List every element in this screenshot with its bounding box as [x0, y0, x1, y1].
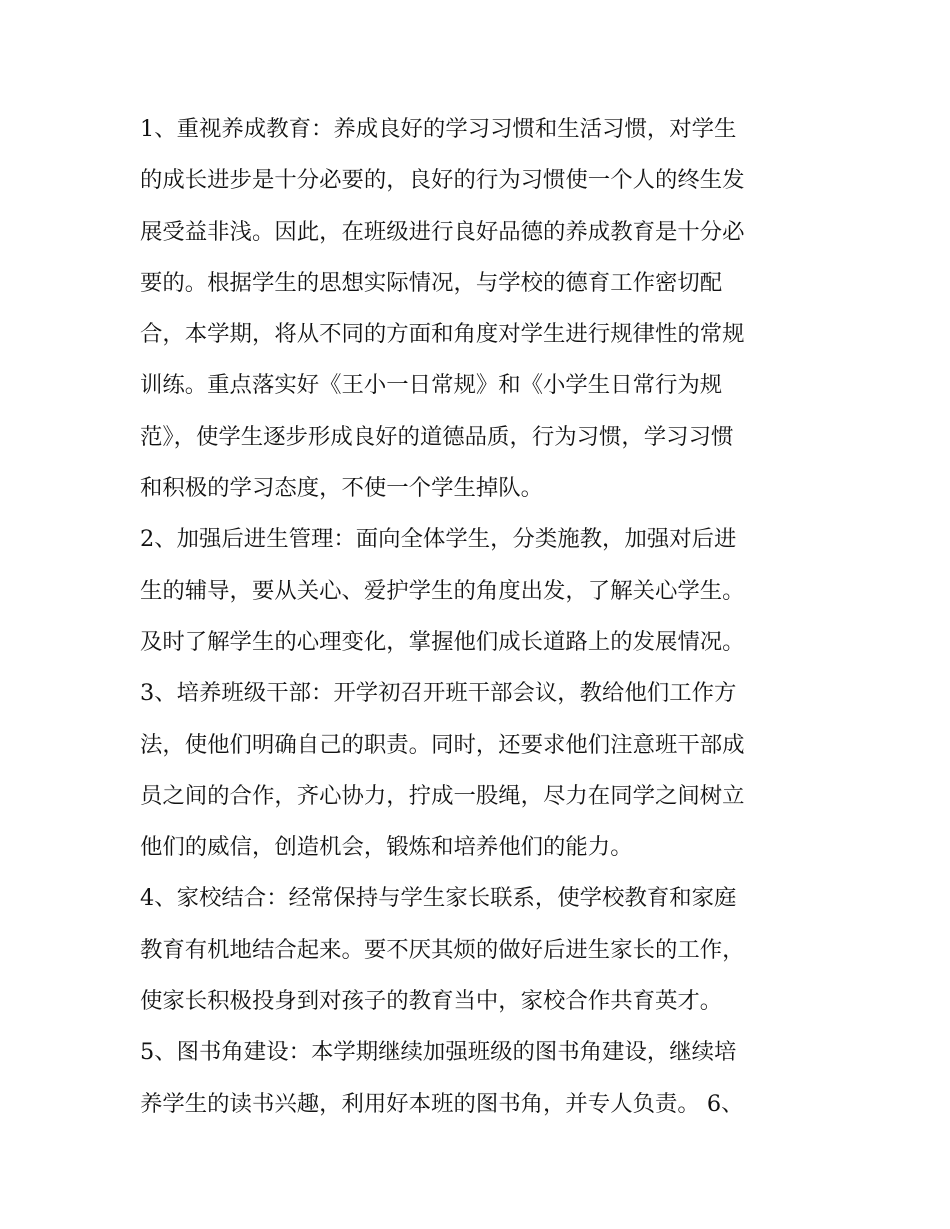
text-line: 法，使他们明确自己的职责。同时，还要求他们注意班干部成 [140, 731, 745, 758]
text-line: 养学生的读书兴趣，利用好本班的图书角，并专人负责。 6、 [140, 1090, 744, 1117]
text-line: 使家长积极投身到对孩子的教育当中，家校合作共育英才。 [140, 988, 723, 1015]
text-line: 生的辅导，要从关心、爱护学生的角度出发，了解关心学生。 [140, 577, 745, 604]
text-line: 展受益非浅。因此，在班级进行良好品德的养成教育是十分必 [140, 218, 745, 245]
text-line: 3、培养班级干部：开学初召开班干部会议，教给他们工作方 [140, 680, 737, 707]
text-line: 和积极的学习态度，不使一个学生掉队。 [140, 475, 544, 502]
text-line: 员之间的合作，齐心协力，拧成一股绳，尽力在同学之间树立 [140, 782, 745, 809]
text-line: 2、加强后进生管理：面向全体学生，分类施教，加强对后进 [140, 526, 737, 553]
text-line: 合，本学期，将从不同的方面和角度对学生进行规律性的常规 [140, 321, 745, 348]
text-line: 范》，使学生逐步形成良好的道德品质，行为习惯，学习习惯 [140, 423, 734, 450]
text-line: 教育有机地结合起来。要不厌其烦的做好后进生家长的工作， [140, 936, 745, 963]
text-line: 1、重视养成教育：养成良好的学习习惯和生活习惯，对学生 [140, 116, 737, 142]
text-line: 的成长进步是十分必要的，良好的行为习惯使一个人的终生发 [140, 167, 745, 194]
text-line: 及时了解学生的心理变化，掌握他们成长道路上的发展情况。 [140, 628, 745, 655]
text-line: 要的。根据学生的思想实际情况，与学校的德育工作密切配 [140, 269, 723, 296]
text-line: 4、家校结合：经常保持与学生家长联系，使学校教育和家庭 [140, 885, 737, 912]
text-line: 他们的威信，创造机会，锻炼和培养他们的能力。 [140, 834, 633, 861]
text-line: 训练。重点落实好《王小一日常规》和《小学生日常行为规 [140, 372, 723, 399]
text-line: 5、图书角建设：本学期继续加强班级的图书角建设，继续培 [140, 1039, 737, 1066]
document-body [140, 104, 820, 1130]
